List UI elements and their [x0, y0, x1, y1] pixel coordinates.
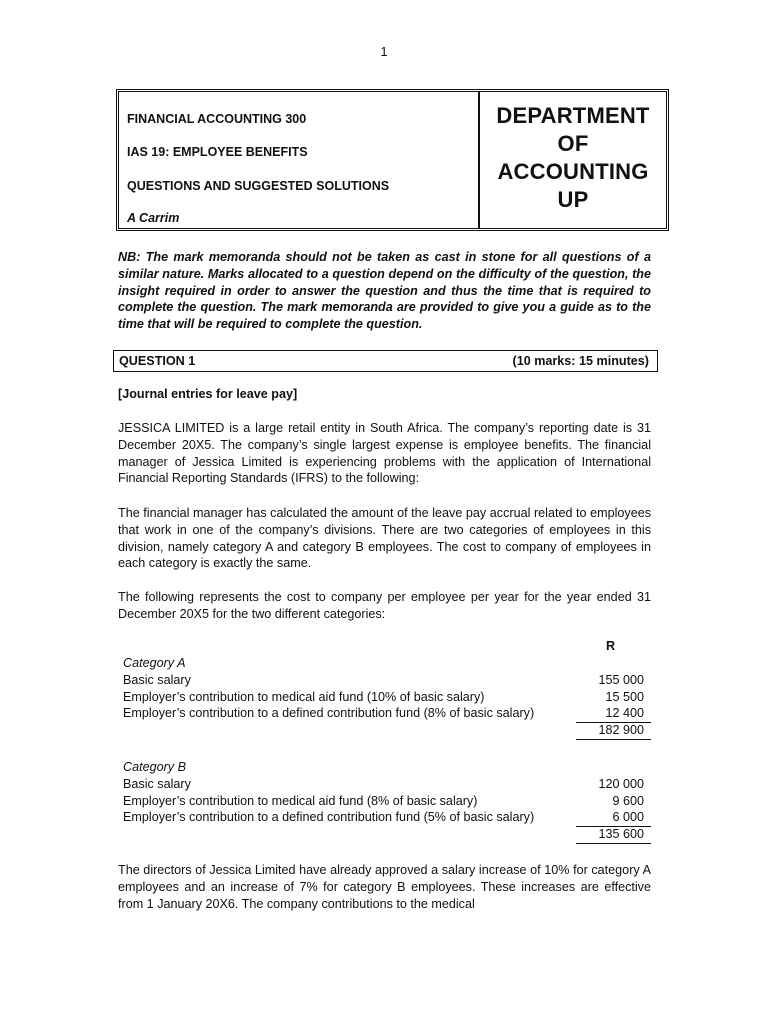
department-line: ACCOUNTING [497, 159, 649, 184]
cost-amount: 12 400 [576, 705, 651, 723]
currency-header: R [606, 639, 616, 653]
category-name: Category B [123, 760, 186, 774]
cost-total: 182 900 [576, 722, 651, 740]
cost-label: Employer’s contribution to a defined contribution fund (5% of basic salary) [123, 810, 535, 825]
header-course-info [119, 92, 480, 228]
document-header [116, 89, 669, 231]
category-name: Category A [123, 656, 186, 670]
cost-amount: 6 000 [576, 809, 651, 827]
department-line: OF [557, 131, 589, 156]
author-name: A Carrim [127, 211, 180, 225]
cost-total: 135 600 [576, 826, 651, 844]
department-line: DEPARTMENT [496, 103, 650, 128]
cost-label: Basic salary [123, 672, 191, 687]
page-number: 1 [380, 44, 388, 59]
paragraph: The directors of Jessica Limited have already approved a salary increase of 10% for category A employees and an increase of 7% for category B employees. These increases are effective from 1 January 20X6. The company contributions to the medical [118, 863, 651, 911]
course-title: FINANCIAL ACCOUNTING 300 [127, 112, 307, 126]
department-line: UP [557, 187, 589, 212]
cost-label: Employer’s contribution to medical aid fund (8% of basic salary) [123, 793, 478, 808]
course-topic: IAS 19: EMPLOYEE BENEFITS [127, 145, 308, 159]
question-heading [113, 350, 658, 372]
cost-label: Basic salary [123, 776, 191, 791]
question-title: QUESTION 1 [119, 354, 196, 368]
cost-amount: 15 500 [605, 689, 644, 704]
cost-amount: 120 000 [598, 776, 644, 791]
cost-amount: 155 000 [598, 672, 644, 687]
cost-label: Employer’s contribution to a defined contribution fund (8% of basic salary) [123, 706, 535, 721]
category-b-table [123, 759, 651, 843]
paragraph: The financial manager has calculated the amount of the leave pay accrual related to employees that work in one of the company’s divisions. There are two categories of employees in this division, namely category A and category B employees. The cost to company of employees in each category is exactly the same. [118, 506, 651, 571]
question-marks: (10 marks: 15 minutes) [512, 354, 649, 368]
question-topic: [Journal entries for leave pay] [118, 387, 298, 401]
category-a-table [123, 655, 651, 739]
paragraph: The following represents the cost to company per employee per year for the year ended 31 December 20X5 for the two different categories: [118, 590, 651, 621]
cost-label: Employer’s contribution to medical aid fund (10% of basic salary) [123, 689, 485, 704]
cost-amount: 9 600 [612, 793, 644, 808]
department-block [480, 92, 666, 228]
nb-note: NB: The mark memoranda should not be taken as cast in stone for all questions of a similar nature. Marks allocated to a question depend on the difficulty of the question, the insight required in order to answer the question and thus the time that is required to complete the question. The mark memoranda are provided to give you a guide as to the time that will be required to complete the question. [118, 250, 651, 332]
paragraph: JESSICA LIMITED is a large retail entity in South Africa. The company’s reporting date is 31 December 20X5. The company’s single largest expense is employee benefits. The financial manager of Jessica Limited is experiencing problems with the application of International Financial Reporting Standards (IFRS) to the following: [118, 421, 651, 486]
course-subtitle: QUESTIONS AND SUGGESTED SOLUTIONS [127, 179, 390, 193]
